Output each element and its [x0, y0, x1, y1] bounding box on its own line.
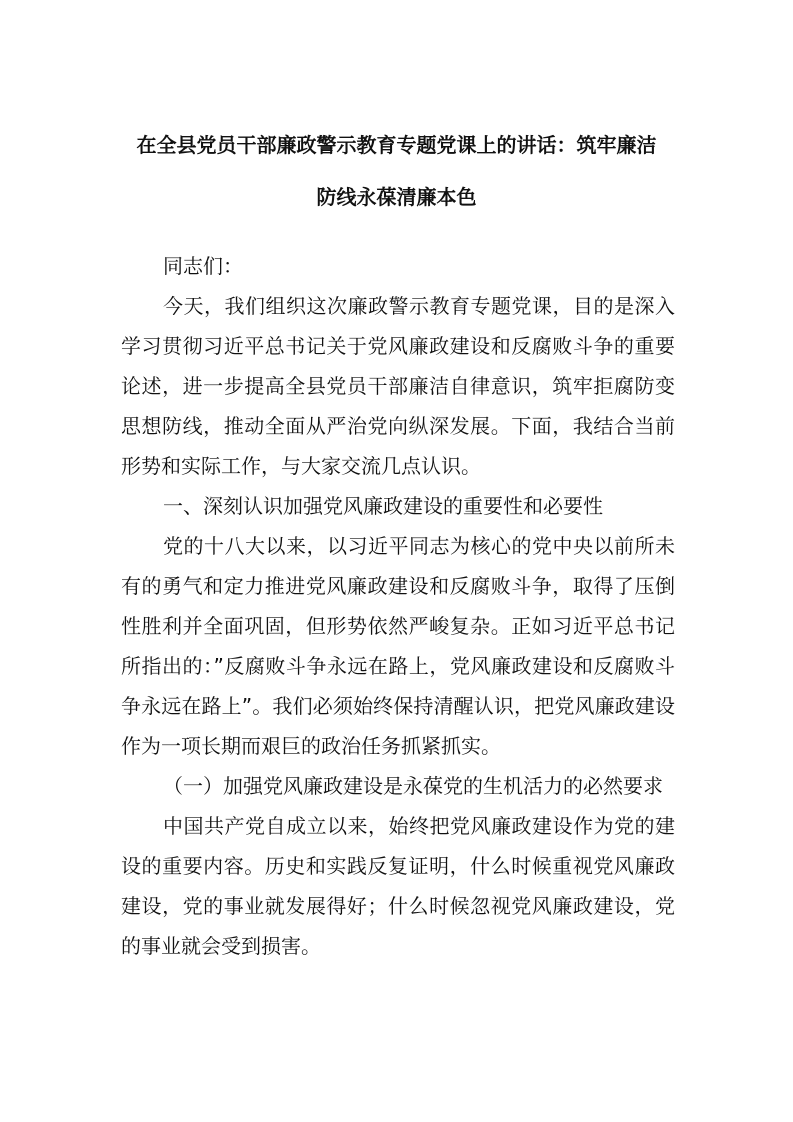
paragraph-section-1: 党的十八大以来，以习近平同志为核心的党中央以前所未有的勇气和定力推进党风廉政建设和反腐败斗争，取得了压倒性胜利并全面巩固，但形势依然严峻复杂。正如习近平总书记所指出的：”反腐败斗争永远在路上，党风廉政建设和反腐败斗争永远在路上”。我们必须始终保持清醒认识，把党风廉政建设作为一项长期而艰巨的政治任务抓紧抓实。: [121, 534, 675, 758]
section-heading-1: 一、深刻认识加强党风廉政建设的重要性和必要性: [163, 494, 603, 518]
subsection-heading-1: （一）加强党风廉政建设是永葆党的生机活力的必然要求: [163, 774, 663, 798]
document-title-line-1: 在全县党员干部廉政警示教育专题党课上的讲话：筑牢廉洁: [136, 133, 657, 157]
paragraph-subsection-1: 中国共产党自成立以来，始终把党风廉政建设作为党的建设的重要内容。历史和实践反复证明，什么时候重视党风廉政建设，党的事业就发展得好；什么时候忽视党风廉政建设，党的事业就会受到损害。: [121, 814, 675, 958]
paragraph-intro: 今天，我们组织这次廉政警示教育专题党课，目的是深入学习贯彻习近平总书记关于党风廉政建设和反腐败斗争的重要论述，进一步提高全县党员干部廉洁自律意识，筑牢拒腐防变思想防线，推动全面从严治党向纵深发展。下面，我结合当前形势和实际工作，与大家交流几点认识。: [121, 294, 675, 478]
salutation: 同志们：: [163, 254, 243, 278]
document-title-line-2: 防线永葆清廉本色: [316, 185, 477, 209]
document-body: [121, 246, 675, 966]
